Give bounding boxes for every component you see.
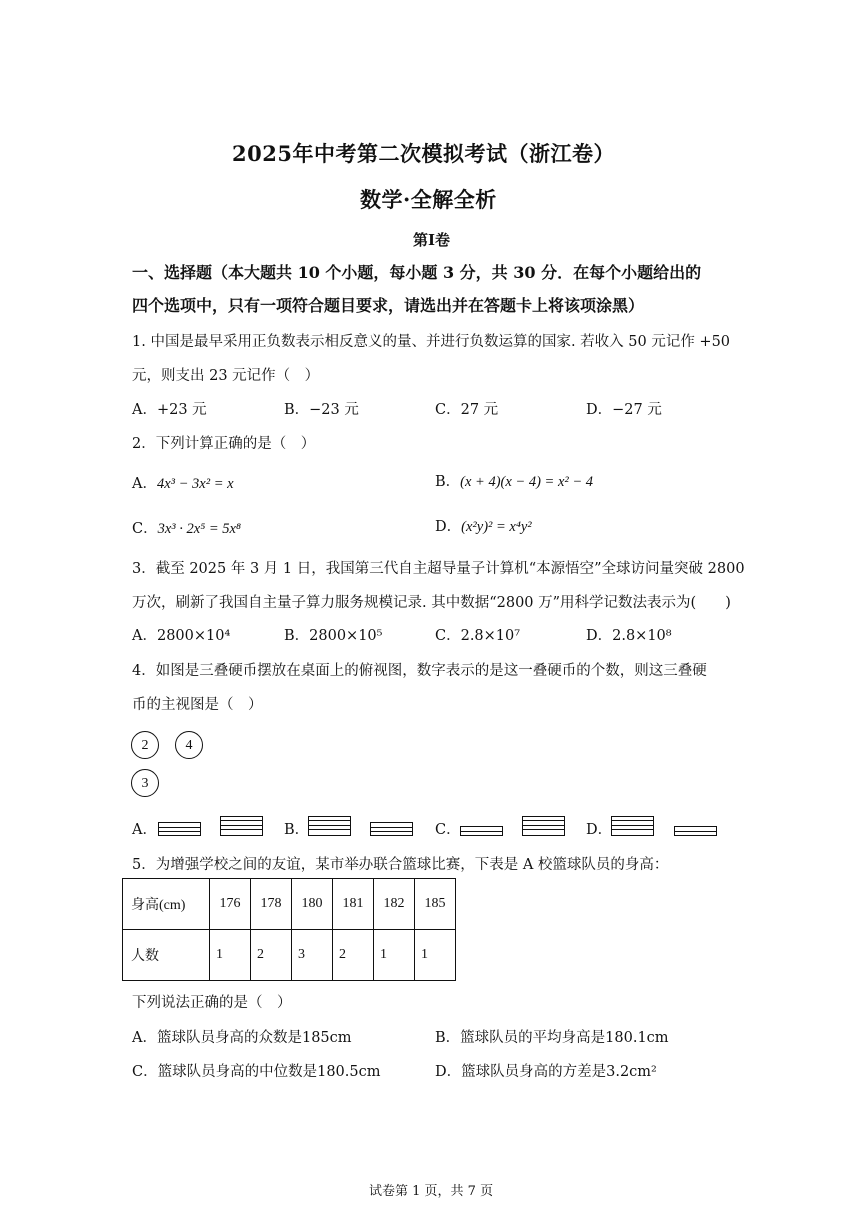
- table-row-header-height: 身高(cm): [123, 879, 210, 930]
- table-cell: 178: [251, 879, 292, 930]
- q4-option-a-right-stack: [220, 816, 263, 836]
- q4-option-d-left-stack: [611, 816, 654, 836]
- table-cell: 180: [292, 879, 333, 930]
- q5-prompt: 下列说法正确的是（ ）: [132, 995, 292, 1011]
- q4-option-b-left-stack: [308, 816, 351, 836]
- table-cell: 2: [251, 930, 292, 981]
- q3-option-a: A．2800×10⁴: [132, 628, 231, 644]
- q5-option-a: A．篮球队员身高的众数是185cm: [132, 1030, 352, 1046]
- q1-option-d: D．−27 元: [586, 402, 662, 418]
- q2-option-b: [435, 470, 593, 491]
- q1-option-a: A．+23 元: [132, 402, 207, 418]
- q3-stem-line1: 3．截至 2025 年 3 月 1 日，我国第三代自主超导量子计算机“本源悟空”全球访问量突破 2800: [132, 561, 745, 577]
- q2-option-a-label: A．: [132, 476, 157, 492]
- q2-option-a-expr: 4x³ − 3x² = x: [156, 476, 234, 492]
- q1-stem-line1: 1. 中国是最早采用正负数表示相反意义的量、并进行负数运算的国家. 若收入 50 元记作 +50: [132, 334, 731, 350]
- q4-option-c-label: C．: [435, 822, 461, 838]
- q2-option-d-label: D．: [435, 519, 462, 535]
- q3-stem-line2: 万次，刷新了我国自主量子算力服务规模记录. 其中数据“2800 万”用科学记数法表示为( ): [132, 595, 731, 611]
- height-table: [122, 878, 456, 981]
- table-cell: 3: [292, 930, 333, 981]
- table-cell: 1: [415, 930, 456, 981]
- q3-option-b: B．2800×10⁵: [284, 628, 383, 644]
- q2-option-d-expr: (x²y)² = x⁴y²: [461, 519, 532, 535]
- q2-option-c-expr: 3x³ · 2x⁵ = 5x⁸: [157, 521, 242, 537]
- q2-option-a: [132, 472, 234, 493]
- q1-stem-line2: 元，则支出 23 元记作（ ）: [132, 368, 320, 384]
- table-cell: 185: [415, 879, 456, 930]
- q5-stem: 5．为增强学校之间的友谊，某市举办联合篮球比赛，下表是 A 校篮球队员的身高：: [132, 857, 669, 873]
- q4-stem-line1: 4．如图是三叠硬币摆放在桌面上的俯视图，数字表示的是这一叠硬币的个数，则这三叠硬: [132, 663, 707, 679]
- q2-option-c: [132, 517, 241, 538]
- q2-option-d: [435, 515, 532, 536]
- q2-stem: 2．下列计算正确的是（ ）: [132, 436, 316, 452]
- q5-option-d: D．篮球队员身高的方差是3.2cm²: [435, 1064, 657, 1080]
- q5-option-b: B．篮球队员的平均身高是180.1cm: [435, 1030, 669, 1046]
- volume-label: 第Ⅰ卷: [413, 231, 451, 249]
- q3-option-d: D．2.8×10⁸: [586, 628, 672, 644]
- q5-option-c: C．篮球队员身高的中位数是180.5cm: [132, 1064, 381, 1080]
- q4-option-d-label: D．: [586, 822, 613, 838]
- table-cell: 182: [374, 879, 415, 930]
- q4-stem-line2: 币的主视图是（ ）: [132, 697, 263, 713]
- q1-option-c: C．27 元: [435, 402, 499, 418]
- page-title: 2025年中考第二次模拟考试（浙江卷）: [232, 141, 615, 166]
- q3-option-c: C．2.8×10⁷: [435, 628, 521, 644]
- q4-option-c-left-stack: [460, 826, 503, 836]
- q1-option-b: B．−23 元: [284, 402, 359, 418]
- table-row-header-count: 人数: [123, 930, 210, 981]
- table-cell: 176: [210, 879, 251, 930]
- page-subtitle: 数学·全解全析: [360, 187, 497, 212]
- q4-option-b-label: B．: [284, 822, 310, 838]
- q2-option-b-label: B．: [435, 474, 461, 490]
- table-cell: 2: [333, 930, 374, 981]
- q4-option-a-left-stack: [158, 822, 201, 836]
- table-row: [123, 930, 456, 981]
- coin-stack-bottom: 3: [131, 769, 159, 797]
- coin-stack-top-left: 2: [131, 731, 159, 759]
- q2-option-c-label: C．: [132, 521, 158, 537]
- table-cell: 1: [374, 930, 415, 981]
- table-cell: 1: [210, 930, 251, 981]
- table-row: [123, 879, 456, 930]
- table-cell: 181: [333, 879, 374, 930]
- q4-option-c-right-stack: [522, 816, 565, 836]
- section-heading-line2: 四个选项中，只有一项符合题目要求，请选出并在答题卡上将该项涂黑）: [132, 296, 645, 315]
- q4-option-b-right-stack: [370, 822, 413, 836]
- coin-stack-top-right: 4: [175, 731, 203, 759]
- q4-option-a-label: A．: [132, 822, 157, 838]
- q4-option-d-right-stack: [674, 826, 717, 836]
- q2-option-b-expr: (x + 4)(x − 4) = x² − 4: [460, 474, 594, 490]
- page-footer: 试卷第 1 页，共 7 页: [369, 1184, 494, 1199]
- section-heading-line1: 一、选择题（本大题共 10 个小题，每小题 3 分，共 30 分．在每个小题给出的: [132, 263, 702, 282]
